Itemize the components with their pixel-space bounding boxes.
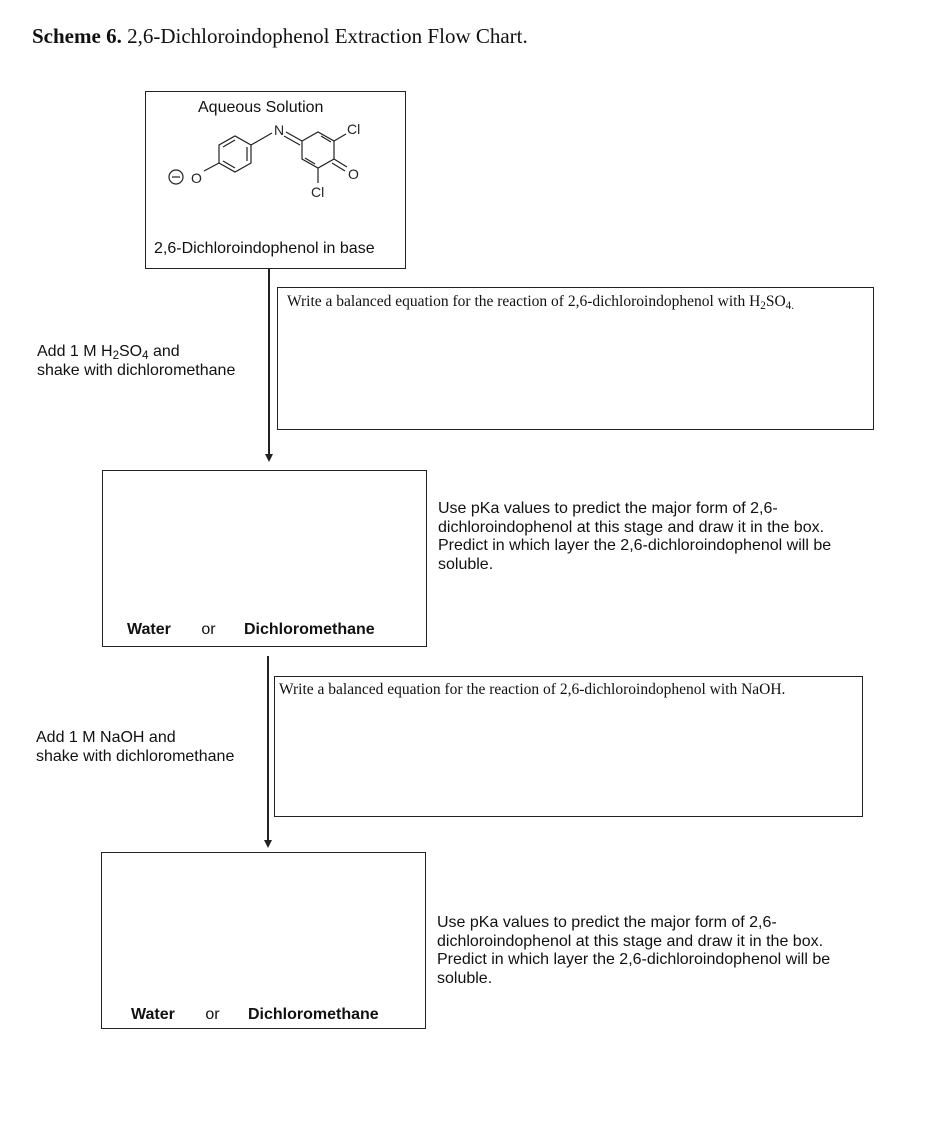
start-box-caption: 2,6-Dichloroindophenol in base: [154, 240, 375, 257]
answer-box-1[interactable]: [102, 470, 427, 647]
atom-o-ketone: O: [348, 166, 359, 182]
equation-box-1[interactable]: [277, 287, 874, 430]
answer-box-2[interactable]: [101, 852, 426, 1029]
atom-cl-bottom: Cl: [311, 184, 325, 200]
layer-water-2[interactable]: Water: [131, 1006, 175, 1023]
layer-choice-2: [131, 1006, 379, 1024]
atom-cl-top: Cl: [347, 121, 361, 137]
step1-instruction: Add 1 M $H_2SO_4$ and shake with dichloromethane: [37, 343, 236, 379]
flow-arrow-1-head: [265, 454, 273, 462]
step2-instruction: Add 1 M NaOH and shake with dichloromethane: [36, 729, 235, 765]
bond-n-c-2: [284, 136, 300, 145]
scheme-title-text: 2,6-Dichloroindophenol Extraction Flow Chart.: [127, 24, 528, 48]
flow-arrow-2-line: [267, 656, 269, 841]
layer-choice-1: [127, 621, 375, 639]
scheme-label: Scheme 6.: [32, 24, 122, 48]
prediction-instruction-1: Use pKa values to predict the major form of 2,6- dichloroindophenol at this stage and draw it in the box. Predict in which layer the 2,6-dichloroindophenol will be soluble.: [438, 500, 832, 573]
layer-or-2: or: [205, 1006, 220, 1023]
prediction-instruction-2: Use pKa values to predict the major form of 2,6- dichloroindophenol at this stage and draw it in the box. Predict in which layer the 2,6-dichloroindophenol will be soluble.: [437, 914, 831, 987]
equation-prompt-2: Write a balanced equation for the reaction of 2,6-dichloroindophenol with NaOH.: [279, 681, 786, 698]
quinone-ring: [302, 132, 334, 168]
flow-arrow-2-head: [264, 840, 272, 848]
benzene-ring: [219, 136, 251, 172]
scheme-title: [32, 24, 528, 49]
equation-box-2[interactable]: [274, 676, 863, 817]
layer-water-1[interactable]: Water: [127, 621, 171, 638]
start-box-heading: Aqueous Solution: [198, 99, 324, 116]
start-box: [145, 91, 406, 269]
atom-o-phenoxide: O: [191, 170, 202, 186]
bond-c-cl-top: [334, 134, 346, 141]
bond-n-c-1: [286, 132, 302, 141]
layer-or-1: or: [201, 621, 216, 638]
dichloroindophenol-structure: [146, 117, 405, 232]
bond-ring-n: [251, 133, 272, 145]
flow-arrow-1-line: [268, 269, 270, 455]
atom-n: N: [274, 122, 285, 138]
bond-o-ring: [204, 163, 219, 171]
layer-dcm-2[interactable]: Dichloromethane: [248, 1006, 379, 1023]
layer-dcm-1[interactable]: Dichloromethane: [244, 621, 375, 638]
equation-prompt-1: Write a balanced equation for the reaction of 2,6-dichloroindophenol with $H_2SO_{4.}$: [287, 293, 795, 312]
